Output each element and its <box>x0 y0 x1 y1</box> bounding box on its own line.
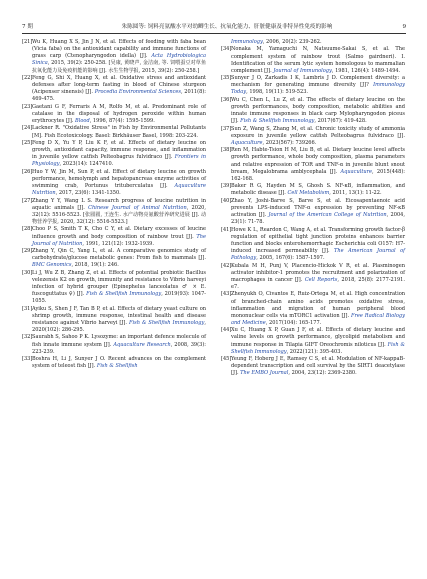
reference-tail: , 1998, 19(11): 519-523. <box>246 89 309 96</box>
reference-number: [41] <box>221 226 232 233</box>
reference-journal[interactable]: Fish & Shellfish Immunology <box>231 341 405 355</box>
reference-journal[interactable]: Aquaculture <box>340 168 373 175</box>
reference-journal[interactable]: Acta Hydrobiologica Sinica <box>32 53 206 67</box>
reference-number: [43] <box>221 291 232 298</box>
reference-column-left <box>22 39 206 371</box>
reference-entry <box>22 356 206 370</box>
reference-text: Wu C, Chen L, Lu Z, et al. The effects of dietary leucine on the growth performances, body composition, metabolic abilities and innate immune responses in black carp Mylopharyngodon piceus [J]. <box>231 96 405 125</box>
reference-number: [25] <box>22 139 33 146</box>
reference-text: Zhenyukh O, Civantos E, Ruiz-Ortega M, et al. High concentration of branched-chain amino acids promotes oxidative stress, inflammation and migration of human peripheral blood mononuclear cells via mTORC1 activation [J]. <box>231 291 405 319</box>
reference-number: [42] <box>221 262 232 269</box>
reference-entry <box>22 226 206 247</box>
reference-entry <box>221 356 405 377</box>
reference-text: Xu C, Huang X P, Guan J F, et al. Effects of dietary leucine and valine levels on growth performance, glycolipid metabolism and immune response in Tilapia GIFT Oreochromis niloticus [J]. <box>231 327 405 348</box>
reference-tail: , 2019(93): 1047-1055. <box>32 291 206 305</box>
reference-number: [30] <box>22 269 33 276</box>
page-header <box>22 21 406 33</box>
reference-entry <box>221 291 405 327</box>
reference-tail: , 2004, 23(1): 71-78. <box>231 212 405 226</box>
reference-number: [24] <box>22 125 33 132</box>
reference-tail: , 2018, 25(8): 2177-2191. e7. <box>231 276 405 290</box>
page-number: 9 <box>402 24 406 30</box>
reference-number: [32] <box>22 334 33 341</box>
header-rule <box>22 33 406 34</box>
reference-entry <box>221 263 405 292</box>
reference-text: Yeung F, Hoberg J E, Ramsey C S, et al. Modulation of NF-kappaB-dependent transcription and cell survival by the SIRT1 deacetylase [J]. <box>231 356 405 377</box>
reference-text: Zhang Y Y, Wang L S. Research progress of leucine nutrition in aquatic animals [J]. <box>32 197 206 211</box>
reference-tail: , 2017(67): 419-428. <box>314 118 367 125</box>
reference-journal[interactable]: Free Radical Biology and Medicine <box>231 312 405 326</box>
reference-text: Huo Y W, Jin M, Sun P, et al. Effect of dietary leucine on growth performance, hemolymph and hepatopancreas enzyme activities of swimming crab, Portunus trituberculatus [J]. <box>32 168 206 190</box>
reference-entry <box>22 334 206 355</box>
reference-entry <box>22 248 206 269</box>
reference-journal[interactable]: Fish & Shellfish <box>96 363 138 370</box>
reference-entry <box>22 125 206 139</box>
reference-text: Kubala M H, Punj V, Placencio-Hickok V R, et al. Plasminogen activator inhibitor-1 promotes the recruitment and polarization of macrophages in cancer [J]. <box>231 262 405 283</box>
reference-entry <box>22 306 206 335</box>
reference-tail: , 2022(121): 395-403. <box>286 348 343 355</box>
reference-tail: , 2020(102): 286-295. <box>32 319 206 334</box>
reference-journal[interactable]: Journal of the American College of Nutrition <box>268 212 387 219</box>
reference-journal[interactable]: Immunology Today <box>231 82 405 96</box>
reference-text: Gaetani G F, Ferraris A M, Rolfo M, et al. Predominant role of catalase in the disposal of hydrogen peroxide within human erythrocytes [J]. <box>32 103 206 125</box>
reference-journal[interactable]: Fish & Shellfish Immunology <box>86 291 162 298</box>
reference-text: Wu K, Huang X S, Jin J N, et al. Effects of feeding with faba bean (Vicia faba) on the antioxidant capability and immune functions of grass carp (Ctenopharyngodon idella) [J]. <box>32 39 206 60</box>
reference-number: [33] <box>22 356 33 363</box>
reference-journal[interactable]: Fish & Shellfish Immunology <box>129 319 205 326</box>
reference-tail: , 2006, 20(2): 239-262. <box>262 39 322 45</box>
reference-number: [31] <box>22 305 33 312</box>
reference-tail: , 2015(448): 162-168. <box>231 168 406 182</box>
reference-journal[interactable]: Aquaculture Research <box>113 341 171 348</box>
reference-journal[interactable]: Procedia Environmental Sciences <box>94 89 181 96</box>
reference-number: [27] <box>22 197 33 204</box>
reference-entry <box>221 147 405 183</box>
reference-number: [45] <box>221 356 232 363</box>
reference-journal[interactable]: Fish & Shellfish Immunology <box>240 118 315 125</box>
reference-number: [39] <box>221 183 232 190</box>
reference-text: Choo P S, Smith T K, Cho C Y, et al. Dietary excesses of leucine influence growth and body composition of rainbow trout [J]. <box>32 226 206 240</box>
reference-entry <box>22 104 206 125</box>
reference-journal[interactable]: Chinese Journal of Animal Nutrition <box>88 204 187 211</box>
reference-tail: , 2004, 23(12): 2369-2380. <box>288 370 357 377</box>
reference-tail: , 2018, 19(1): 246. <box>71 262 119 269</box>
reference-tail: , 2020, 32(12): 5516-5523. [张圆圆, 王连生. 水产动物亮氨酸营养研究进展 [J]. 动物营养学报, 2020, 32(12): 5516-5523.] <box>32 204 206 226</box>
reference-tail: , 2023(14): 1247410. <box>59 161 114 168</box>
running-title: 朱陈圆等: 饲料亮氨酸水平对幼鲫生长、抗氧化能力、肝脏健康及非特异性免疫的影响 <box>121 24 333 30</box>
reference-text: Howe K L, Reardon C, Wang A, et al. Transforming growth factor-β regulation of epithelial tight junction proteins enhances barrier function and blocks enterohemorrhagic Escherichia coli O157: H7-induced increased permeability [J]. <box>231 226 405 255</box>
reference-entry <box>22 270 206 306</box>
reference-entry <box>22 39 206 75</box>
reference-entry <box>221 327 405 356</box>
reference-entry <box>221 227 405 263</box>
reference-number: [29] <box>22 248 33 255</box>
reference-tail: , 1981, 126(4): 1489-1494. <box>331 67 401 74</box>
reference-column-right <box>221 39 405 378</box>
reference-tail: , 1996, 87(4): 1595-1599. <box>89 118 155 125</box>
reference-number: [35] <box>221 75 232 82</box>
reference-text: Li J, Wu Z B, Zhang Z, et al. Effects of potential probiotic Bacillus velezensis K2 on growth, immunity and resistance to Vibrio harveyi infection of hybrid grouper (Epinephelus lanceolatus ♂ × E. fuscoguttatus ♀) [J]. <box>32 269 206 298</box>
reference-journal[interactable]: Frontiers in Physiology <box>32 154 206 168</box>
reference-entry <box>221 183 405 197</box>
reference-journal[interactable]: Cell Reports <box>304 276 338 283</box>
reference-entry <box>221 46 405 75</box>
reference-number: [26] <box>22 168 33 175</box>
reference-number: [21] <box>22 39 33 45</box>
reference-entry <box>22 169 206 198</box>
reference-number: [36] <box>221 96 232 103</box>
reference-number: [22] <box>22 74 33 81</box>
reference-number: [44] <box>221 327 232 334</box>
reference-journal[interactable]: BMC Genomics <box>32 262 72 269</box>
reference-tail: , 2011(8): 469-475. <box>32 89 206 103</box>
reference-text: Boshra H, Li J, Sunyer J O. Recent advances on the complement system of teleost fish [J]. <box>32 356 206 370</box>
reference-tail: , 2015, 39(2): 250-258. [吴康, 黄晓声, 金洁南, 等. 饲喂蚕豆对草鱼抗氧化能力及免疫机能的影响 [J]. 水生生物学报, 2015, 39(2): 250-258.] <box>32 60 206 74</box>
reference-text: Nonaka M, Yamaguchi N, Natsuume-Sakai S, et al. The complement system of rainbow trout (Salmo gairdneri). I. Identification of the serum lytic system homologous to mammalian complement [J]. <box>231 46 405 74</box>
reference-entry <box>221 39 405 46</box>
reference-number: [37] <box>221 125 232 132</box>
reference-entry <box>22 140 206 169</box>
reference-text: Baker R G, Hayden M S, Ghosh S. NF-κB, inflammation, and metabolic disease [J]. <box>231 183 405 197</box>
reference-text: Feng D X, Yu Y P, Liu K F, et al. Effects of dietary leucine on growth, antioxidant capacity, immune response, and inflammation in juvenile yellow catfish Pelteobagrus fulvidraco [J]. <box>32 139 206 161</box>
reference-journal[interactable]: Aquaculture <box>231 139 263 146</box>
reference-journal[interactable]: The Journal of Nutrition <box>32 233 206 247</box>
reference-tail: , 2017(104): 165-177. <box>265 319 322 326</box>
reference-tail: , 2005, 167(6): 1587-1597. <box>256 255 325 262</box>
reference-number: [23] <box>22 103 33 110</box>
reference-text: Sunyer J O, Zarkadis I K, Lambris J D. Complement diversity: a mechanism for generating immune diversity [J]? <box>231 75 405 89</box>
reference-text: Zhang Y, Qin C, Yang L, et al. A comparative genomics study of carbohydrate/glucose metabolic genes: From fish to mammals [J]. <box>32 248 206 262</box>
reference-journal[interactable]: Immunology <box>231 39 263 45</box>
reference-number: [40] <box>221 197 232 204</box>
reference-tail: , 2023(567): 739266. <box>262 139 317 146</box>
reference-entry <box>221 198 405 227</box>
reference-journal[interactable]: Aquaculture Nutrition <box>32 183 206 197</box>
reference-journal[interactable]: The American Journal of Pathology <box>231 248 405 262</box>
reference-journal[interactable]: Blood <box>75 118 90 125</box>
reference-entry <box>221 97 405 126</box>
reference-entry <box>221 126 405 147</box>
reference-text: Feng G, Shi X, Huang X, et al. Oxidative stress and antioxidant defenses after long-term fasting in blood of Chinese sturgeon (Acipenser sinensis) [J]. <box>32 74 206 96</box>
reference-entry <box>22 198 206 227</box>
reference-tail: , 1991, 121(12): 1932-1939. <box>82 240 154 247</box>
reference-text: Sun Z, Wang S, Zhang M, et al. Chronic toxicity study of ammonia exposure in juvenile yellow catfish Pelteobagrus fulvidraco [J]. <box>231 125 405 139</box>
reference-tail: , 2008, 39(3): 223-239. <box>32 341 206 355</box>
reference-text: Ren M, Habte-Tsion H M, Liu B, et al. Dietary leucine level affects growth performance, whole body composition, plasma parameters and relative expression of TOR and TNF-α in juvenile blunt snout bream, Megalobrama amblycephala [J]. <box>231 147 405 175</box>
reference-entry <box>22 75 206 104</box>
reference-text: Zhao Y, Joshi-Barve S, Barve S, et al. Eicosapentaenoic acid prevents LPS-induced TNF-α expression by preventing NF-κB activation [J]. <box>231 197 405 219</box>
reference-number: [38] <box>221 147 232 154</box>
reference-text: Lackner R. "Oxidative Stress" in Fish by Environmental Pollutants [M]. Fish Ecotoxicology. Basel: Birkhäuser Basel, 1998: 203-224. <box>32 125 206 139</box>
reference-journal[interactable]: The EMBO Journal <box>240 370 289 377</box>
issue-number: 7 期 <box>22 24 33 30</box>
reference-tail: , 2011, 13(1): 11-22. <box>329 190 382 197</box>
reference-number: [28] <box>22 226 33 233</box>
reference-entry <box>221 75 405 96</box>
reference-tail: , 2017, 23(6): 1341-1350. <box>55 190 121 197</box>
reference-text: Saurabh S, Sahoo P K. Lysozyme: an important defence molecule of fish innate immune system [J]. <box>32 334 206 348</box>
reference-number: [34] <box>221 46 232 53</box>
reference-journal[interactable]: Cell Metabolism <box>287 190 330 197</box>
reference-text: Ayiku S, Shen J F, Tan B P, et al. Effects of dietary yeast culture on shrimp growth, immune response, intestinal health and disease resistance against Vibrio harveyi [J]. <box>32 305 206 326</box>
reference-journal[interactable]: Journal of Immunology <box>273 67 332 74</box>
